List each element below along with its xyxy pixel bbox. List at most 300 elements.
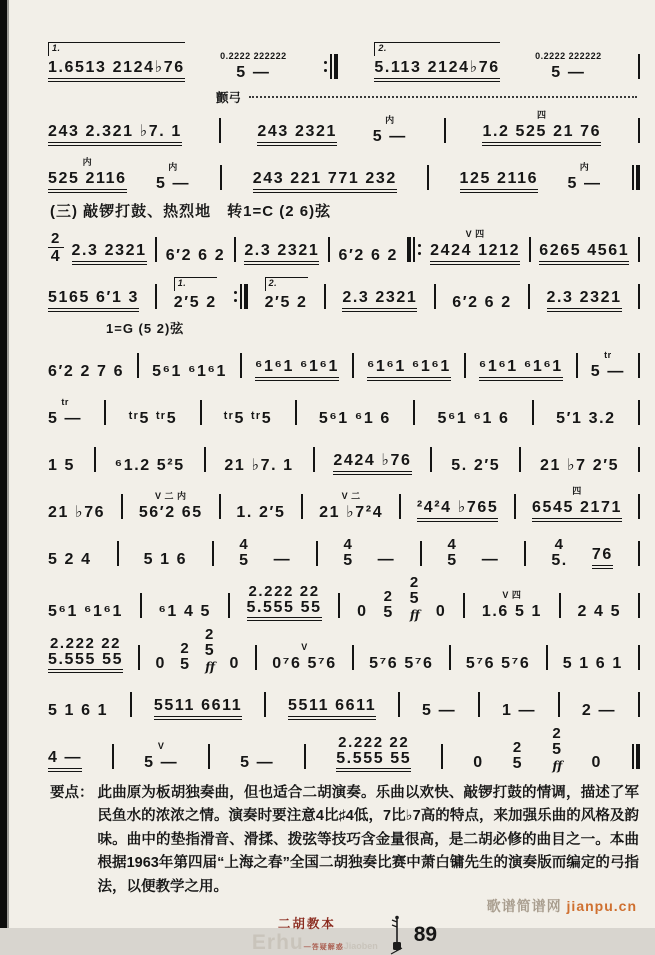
- lower-note: 5: [409, 590, 421, 607]
- note-group: [174, 277, 217, 312]
- upper-note: 2: [48, 231, 64, 248]
- ornament-annotation: 0.2222 222222: [220, 51, 287, 62]
- notes-text: 1 5: [48, 457, 76, 475]
- notes-text: 0: [435, 603, 447, 621]
- barline: [399, 494, 401, 522]
- notes-text: 243 221 771 232: [253, 170, 397, 193]
- note-group: [48, 158, 127, 193]
- note-body: [437, 410, 509, 428]
- notes-text: 525 2116: [48, 170, 127, 193]
- note-group: [591, 351, 625, 381]
- ornament-annotation: 内: [385, 115, 395, 126]
- notes-text: 5. 2′5: [451, 457, 501, 475]
- note-body: [129, 410, 177, 428]
- notes-text: 4 —: [48, 749, 82, 772]
- note-body: [551, 537, 568, 569]
- note-group: [592, 546, 613, 569]
- note-group: [513, 740, 524, 772]
- note-body: [336, 735, 411, 772]
- thin-barline: [576, 353, 578, 378]
- thin-barline: [220, 165, 222, 190]
- barline: [228, 593, 230, 621]
- barline: [398, 692, 400, 720]
- notes-text: 5 2 4: [48, 551, 92, 569]
- notes-text: ⁶1⁶1 ⁶1⁶1: [479, 358, 563, 381]
- notes-text: 21 ♭76: [48, 504, 106, 522]
- note-body: [552, 726, 563, 758]
- note-body: [567, 175, 601, 193]
- dynamic-marking: ff: [552, 759, 563, 773]
- lower-note: 5: [180, 656, 191, 673]
- note-group: [552, 726, 563, 772]
- note-group: [205, 627, 216, 673]
- thin-barline: [638, 237, 640, 262]
- barline: [638, 54, 640, 82]
- note-body: [466, 655, 530, 673]
- notes-text: 6′2 6 2: [452, 294, 512, 312]
- barline: [338, 593, 340, 621]
- note-body: [274, 551, 292, 569]
- barline: [464, 353, 466, 381]
- book-logo: [252, 918, 378, 953]
- thin-barline: [638, 353, 640, 378]
- note-group: [460, 170, 539, 193]
- page-number: 89: [413, 923, 438, 947]
- barline: [559, 593, 561, 621]
- upper-note: 2: [180, 640, 191, 657]
- thin-barline: [316, 541, 318, 566]
- note-body: [152, 363, 227, 381]
- note-body: [513, 740, 524, 772]
- note-body: [460, 170, 539, 193]
- notes-text: ⁶1.2 5²5: [114, 457, 185, 475]
- note-body: [236, 64, 270, 82]
- note-body: [244, 242, 319, 265]
- thick-barline: [407, 237, 411, 262]
- note-group: [436, 603, 447, 621]
- note-body: [166, 247, 226, 265]
- barline: [219, 494, 221, 522]
- thin-barline: [130, 692, 132, 717]
- note-body: [174, 294, 217, 312]
- barline: [632, 744, 640, 772]
- notes-text: 243 2321: [257, 123, 337, 146]
- barline: [212, 541, 214, 569]
- barline: [137, 353, 139, 381]
- note-group: [244, 242, 319, 265]
- note-group: [48, 551, 92, 569]
- note-group: [48, 702, 108, 720]
- note-group: [466, 655, 530, 673]
- note-group: [72, 242, 147, 265]
- note-body: [357, 603, 368, 621]
- barline: [104, 400, 106, 428]
- note-group: [319, 492, 383, 522]
- double-stop: [180, 641, 191, 673]
- note-group: [239, 537, 250, 569]
- note-group: [319, 410, 391, 428]
- thin-barline: [301, 494, 303, 519]
- repeat-dots: [418, 244, 421, 255]
- note-group: [422, 702, 456, 720]
- thin-barline: [138, 645, 140, 670]
- ending-bracket: 2.: [265, 277, 308, 291]
- thin-barline: [155, 284, 157, 309]
- upper-note: 2: [409, 574, 420, 591]
- note-body: [319, 504, 383, 522]
- notes-text: 2.3 2321: [244, 242, 319, 265]
- ornament-annotation: 内: [82, 157, 93, 168]
- note-body: [253, 170, 397, 193]
- thin-barline: [441, 744, 443, 769]
- note-body: [48, 457, 75, 475]
- ornament-annotation: 0.2222 222222: [535, 51, 602, 62]
- ornament-annotation: V 四: [502, 590, 522, 601]
- note-group: [154, 697, 242, 720]
- thin-barline: [638, 692, 640, 717]
- score-line: [48, 105, 641, 146]
- barline: [576, 353, 578, 381]
- note-group: [155, 655, 166, 673]
- note-group: [547, 289, 622, 312]
- lower-note: 5.555 55: [48, 652, 123, 673]
- barline: [138, 645, 140, 673]
- note-group: [479, 358, 563, 381]
- note-body: [144, 551, 188, 569]
- note-body: [339, 247, 399, 265]
- note-group: [502, 702, 536, 720]
- note-group: [240, 754, 274, 772]
- note-group: [247, 584, 322, 621]
- thin-barline: [420, 541, 422, 566]
- notes-text: 5 1 6 1: [48, 702, 109, 720]
- note-group: [48, 636, 123, 673]
- score-line: [48, 41, 641, 82]
- note-group: [48, 398, 82, 428]
- score-line: [48, 528, 641, 569]
- ornament-annotation: 四: [572, 486, 582, 497]
- score-line: [48, 575, 641, 621]
- upper-note: 4: [554, 536, 565, 553]
- double-stop: [551, 537, 568, 569]
- note-group: [578, 603, 622, 621]
- notes-text: 2′5 2: [173, 294, 217, 312]
- notes-text: 6′2 2 7 6: [48, 363, 125, 381]
- thin-barline: [638, 284, 640, 309]
- time-signature: [48, 231, 64, 265]
- note-body: [154, 697, 242, 720]
- lower-note: 5: [512, 755, 524, 772]
- note-body: [48, 170, 127, 193]
- site-watermark: [487, 896, 637, 916]
- notes-text: 2 4 5: [577, 603, 622, 621]
- note-group: [253, 170, 397, 193]
- barline: [413, 400, 415, 428]
- note-group: [48, 363, 124, 381]
- notes-text: 2.3 2321: [72, 242, 147, 265]
- thin-barline: [546, 645, 548, 670]
- dot: [418, 244, 421, 247]
- note-body: [239, 537, 250, 569]
- upper-note: 2: [512, 739, 523, 756]
- watermark-url: jianpu.cn: [566, 898, 637, 914]
- note-body: [482, 123, 601, 146]
- dot: [234, 299, 237, 302]
- barline: [558, 692, 560, 720]
- score-line: [48, 679, 641, 720]
- thin-barline: [559, 593, 561, 618]
- lower-note: 5: [343, 552, 354, 569]
- notes-text: 5 —: [144, 754, 179, 772]
- ornament-annotation: 内: [579, 162, 590, 173]
- barline: [112, 744, 114, 772]
- double-stop: [513, 740, 524, 772]
- note-group: [257, 123, 337, 146]
- double-stop: [336, 735, 411, 772]
- note-body: [452, 294, 512, 312]
- barline: [514, 494, 516, 522]
- note-group: [48, 504, 105, 522]
- upper-note: 2.222 22: [248, 583, 320, 600]
- note-group: [383, 589, 394, 621]
- ornament-annotation: tr: [604, 350, 612, 361]
- barline: [219, 118, 221, 146]
- note-body: [479, 358, 563, 381]
- note-body: [563, 655, 623, 673]
- barline: [478, 692, 480, 720]
- note-group: [357, 603, 368, 621]
- thin-barline: [514, 494, 516, 519]
- lower-note: 5: [239, 552, 250, 569]
- barline: [519, 447, 521, 475]
- thin-barline: [434, 284, 436, 309]
- barline: [264, 692, 266, 720]
- ornament-annotation: V: [157, 741, 165, 752]
- note-group: [367, 358, 451, 381]
- ornament-annotation: 四: [537, 110, 547, 121]
- barline: [449, 645, 451, 673]
- thin-barline: [121, 494, 123, 519]
- barline: [240, 353, 242, 381]
- notes-text: 5 —: [155, 175, 191, 193]
- note-group: [532, 487, 622, 522]
- ornament-annotation: V 二: [341, 491, 361, 502]
- note-group: [342, 289, 417, 312]
- note-group: [437, 410, 509, 428]
- note-body: [447, 537, 458, 569]
- note-body: [255, 358, 339, 381]
- barline: [94, 447, 96, 475]
- note-group: [166, 247, 226, 265]
- notes-text: 5⁶1 ⁶1 6: [318, 410, 391, 428]
- notes-text: 5 —: [236, 64, 271, 82]
- notes-text: 56′2 65: [138, 504, 203, 522]
- thin-barline: [632, 165, 634, 190]
- barline: [638, 118, 640, 146]
- score-line: [48, 434, 641, 475]
- dot: [324, 69, 327, 72]
- thin-barline: [240, 353, 242, 378]
- notes-text: 5 —: [567, 175, 602, 193]
- thin-barline: [398, 692, 400, 717]
- barline: [208, 744, 210, 772]
- book-spine-shadow: [0, 0, 7, 928]
- notes-text: ⁶1⁶1 ⁶1⁶1: [255, 358, 339, 381]
- score-line: [48, 387, 641, 428]
- note-body: [48, 59, 185, 82]
- notes-text: 0: [229, 655, 240, 673]
- thin-barline: [478, 692, 480, 717]
- note-body: [532, 499, 622, 522]
- notes-text: 6′2 6 2: [165, 247, 226, 265]
- note-body: [48, 289, 139, 312]
- notes-text: 5 —: [590, 363, 625, 381]
- thin-barline: [240, 284, 242, 309]
- thin-barline: [638, 118, 640, 143]
- page-footer: [48, 915, 641, 955]
- barline: [463, 593, 465, 621]
- notes-text: —: [481, 551, 500, 569]
- note-body: [592, 754, 603, 772]
- ornament-annotation: 内: [168, 162, 178, 173]
- notes-text: 1. 2′5: [236, 504, 286, 522]
- note-body: [540, 457, 619, 475]
- note-group: [115, 457, 185, 475]
- dot: [234, 291, 237, 294]
- thin-barline: [524, 541, 526, 566]
- barline: [532, 400, 534, 428]
- thin-barline: [200, 400, 202, 425]
- notes-text: 5 —: [48, 410, 83, 428]
- thin-barline: [413, 237, 415, 262]
- note-body: [139, 504, 203, 522]
- note-group: [482, 551, 500, 569]
- notes-text: 0: [473, 754, 484, 772]
- note-body: [48, 551, 92, 569]
- barline: [200, 400, 202, 428]
- thin-barline: [638, 54, 640, 79]
- ornament-annotation: V 四: [465, 229, 485, 240]
- barline: [155, 237, 157, 265]
- thin-barline: [324, 284, 326, 309]
- lower-note: 5: [552, 741, 563, 758]
- upper-note: 2.222 22: [49, 635, 122, 652]
- note-body: [257, 123, 337, 146]
- note-group: [272, 643, 336, 673]
- ornament-annotation: V: [301, 642, 308, 653]
- barline: [301, 494, 303, 522]
- double-stop: [447, 537, 458, 569]
- barline: [638, 353, 640, 381]
- note-group: [582, 702, 616, 720]
- dynamic-marking: ff: [205, 660, 215, 674]
- ornament-annotation: V 二 内: [155, 491, 187, 502]
- barline: [295, 400, 297, 428]
- double-stop: [239, 537, 250, 569]
- double-stop: [48, 636, 123, 673]
- double-stop: [343, 537, 354, 569]
- notes-text: 5511 6611: [154, 697, 242, 720]
- notes-text: 5.113 2124♭76: [374, 59, 499, 82]
- note-group: [288, 697, 376, 720]
- barline: [638, 400, 640, 428]
- note-body: [482, 603, 542, 621]
- barline: [316, 541, 318, 569]
- thin-barline: [558, 692, 560, 717]
- notes-text: 5 1 6: [143, 551, 188, 569]
- note-group: [592, 754, 603, 772]
- note-body: [48, 504, 105, 522]
- notes-text: 76: [592, 546, 613, 569]
- note-group: [369, 655, 433, 673]
- note-body: [430, 242, 520, 265]
- notes-text: —: [377, 551, 396, 569]
- erhu-instrument-icon: [388, 915, 404, 955]
- note-group: [265, 277, 308, 312]
- note-group: [139, 492, 203, 522]
- notes-text: 5 1 6 1: [562, 655, 623, 673]
- score-line: [48, 224, 641, 265]
- score-line: [48, 340, 641, 381]
- barline: [304, 744, 306, 772]
- thin-barline: [638, 541, 640, 566]
- thin-barline: [219, 118, 221, 143]
- barline: [130, 692, 132, 720]
- thick-barline: [334, 54, 338, 79]
- logo-note-text: —答疑解惑: [303, 943, 344, 951]
- note-group: [274, 551, 292, 569]
- note-group: [430, 230, 520, 265]
- note-group: [551, 537, 568, 569]
- thin-barline: [427, 165, 429, 190]
- note-body: [374, 59, 499, 82]
- note-group: [452, 294, 512, 312]
- notes-text: 1.6 5 1: [481, 603, 542, 621]
- note-body: [72, 242, 147, 265]
- barline: [638, 494, 640, 522]
- note-body: [144, 754, 178, 772]
- book-spine-edge: [7, 0, 9, 928]
- thin-barline: [228, 593, 230, 618]
- note-body: [265, 294, 308, 312]
- barline: [352, 353, 354, 381]
- dot: [324, 61, 327, 64]
- logo-jiaoben-text: Jiaoben: [343, 940, 378, 951]
- note-group: [556, 410, 616, 428]
- note-group: [417, 499, 499, 522]
- notes-text: 2424 ♭76: [333, 452, 411, 475]
- note-body: [410, 575, 421, 607]
- notes-text: 2.3 2321: [342, 289, 417, 312]
- note-group: [156, 163, 190, 193]
- thin-barline: [464, 353, 466, 378]
- note-group: [236, 504, 285, 522]
- barline: [324, 284, 326, 312]
- barline: [352, 645, 354, 673]
- thin-barline: [632, 744, 634, 769]
- upper-note: 4: [447, 536, 458, 553]
- thin-barline: [352, 645, 354, 670]
- note-group: [343, 537, 354, 569]
- thin-barline: [430, 447, 432, 472]
- notes-text: 2424 1212: [430, 242, 520, 265]
- note-body: [288, 697, 376, 720]
- barline: [434, 284, 436, 312]
- tremolo-bow-marker: [216, 88, 641, 106]
- note-body: [48, 410, 82, 428]
- note-body: [383, 589, 394, 621]
- thin-barline: [638, 400, 640, 425]
